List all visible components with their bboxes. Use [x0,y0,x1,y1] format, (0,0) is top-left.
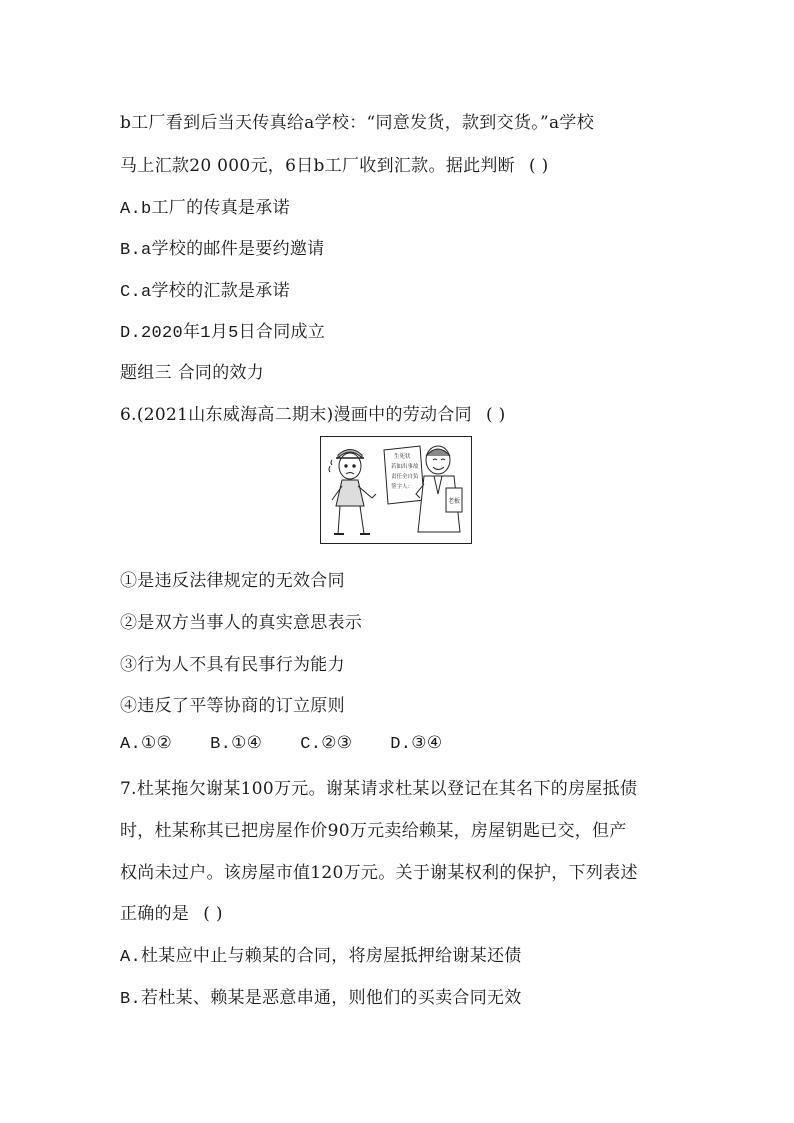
q6-statement-2: ②是双方当事人的真实意思表示 [120,613,363,633]
labor-contract-cartoon [320,436,472,544]
boss-badge-text: 老板 [448,498,461,505]
q7-option-a: A.杜某应中止与赖某的合同，将房屋抵押给谢某还债 [120,948,522,967]
q5-option-d: D.2020年1月5日合同成立 [120,324,326,343]
q6-stem [120,400,506,425]
q6-options [120,733,480,754]
q5-option-a: A.b工厂的传真是承诺 [120,200,290,219]
q6-answer-blank[interactable]: ( ) [485,405,506,425]
q7-stem-line-3: 权尚未过户。该房屋市值120万元。关于谢某权利的保护，下列表述 [120,863,638,883]
q7-stem-line-2: 时，杜某称其已把房屋作价90万元卖给赖某，房屋钥匙已交，但产 [120,821,627,841]
contract-text-4: 签字人： [391,484,414,490]
q6-option-d: D.③④ [390,735,443,754]
q6-stem-text: 6.(2021山东威海高二期末)漫画中的劳动合同 [120,405,472,425]
q7-stem-line-1: 7.杜某拖欠谢某100万元。谢某请求杜某以登记在其名下的房屋抵债 [120,779,638,799]
q5-option-c: C.a学校的汇款是承诺 [120,283,290,302]
q6-statement-1: ①是违反法律规定的无效合同 [120,571,345,591]
q7-answer-blank[interactable]: ( ) [203,904,223,924]
q6-statement-4: ④违反了平等协商的订立原则 [120,696,345,716]
section-heading: 题组三 合同的效力 [120,363,265,383]
q6-option-b: B.①④ [210,735,263,754]
q5-stem-line-2 [120,151,549,176]
q6-option-c: C.②③ [300,735,353,754]
q7-stem-line-4 [120,899,223,924]
q5-stem-line-1: b工厂看到后当天传真给a学校：“同意发货，款到交货。”a学校 [120,113,595,133]
q6-statement-3: ③行为人不具有民事行为能力 [120,655,345,675]
contract-text-3: 责任全自负 [391,474,419,480]
contract-text-2: 若如出事故 [391,464,419,470]
q7-stem-text: 正确的是 [120,904,190,924]
q6-option-a: A.①② [120,735,173,754]
q7-option-b: B.若杜某、赖某是恶意串通，则他们的买卖合同无效 [120,990,522,1009]
contract-text-1: 生死状 [394,454,411,460]
q5-option-b: B.a学校的邮件是要约邀请 [120,241,325,260]
q5-answer-blank[interactable]: ( ) [528,156,549,176]
q5-stem-text: 马上汇款20 000元，6日b工厂收到汇款。据此判断 [120,156,515,176]
